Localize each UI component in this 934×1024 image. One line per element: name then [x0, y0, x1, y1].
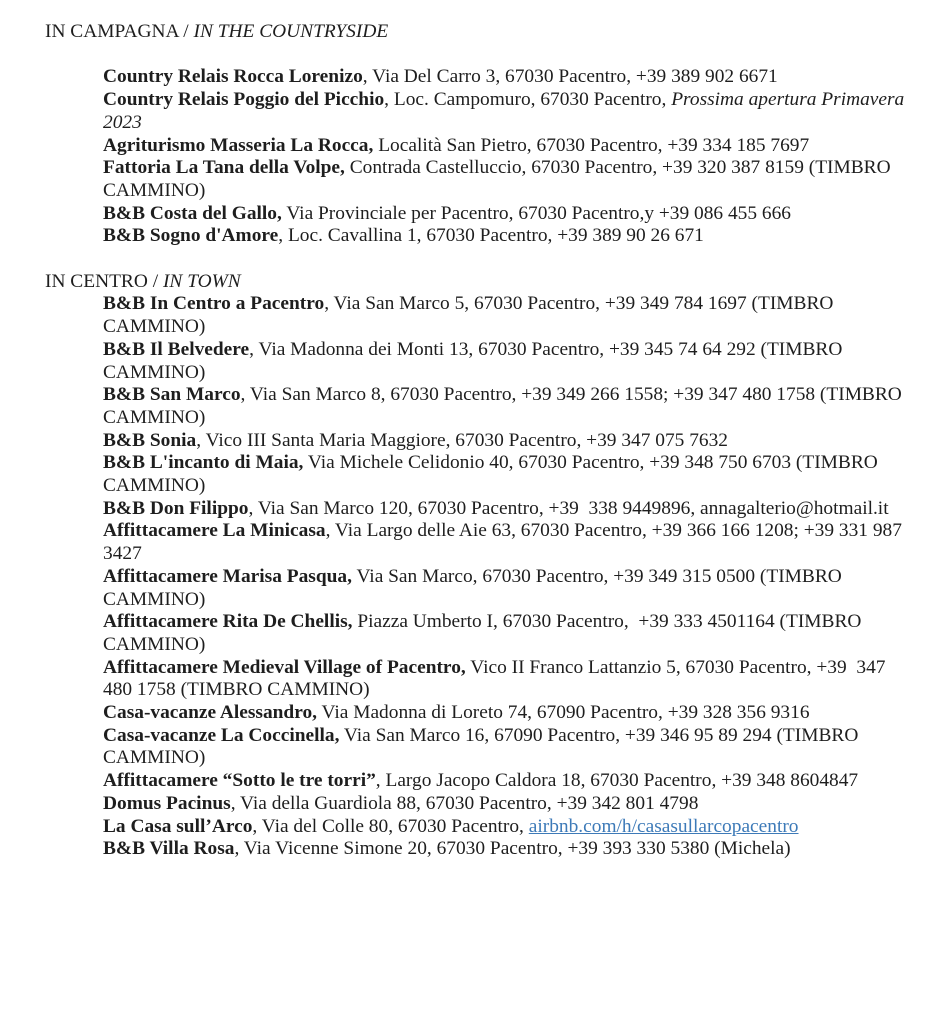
- accommodation-details: Via Michele Celidonio 40, 67030 Pacentro, +39 348 750 6703 (TIMBRO CAMMINO): [103, 452, 883, 497]
- accommodation-name: Affittacamere “Sotto le tre torri”: [103, 770, 376, 792]
- accommodation-entry: [103, 725, 905, 770]
- accommodation-details: , Via San Marco 5, 67030 Pacentro, +39 349 784 1697 (TIMBRO CAMMINO): [103, 293, 839, 338]
- accommodation-entry: [103, 498, 905, 521]
- accommodation-name: Country Relais Poggio del Picchio: [103, 89, 385, 111]
- accommodation-entry: [103, 225, 905, 248]
- accommodation-name: Affittacamere La Minicasa: [103, 520, 326, 542]
- accommodation-name: B&B Sogno d'Amore: [103, 225, 279, 247]
- accommodation-entry: [103, 702, 905, 725]
- accommodation-details: , Loc. Cavallina 1, 67030 Pacentro, +39 389 90 26 671: [278, 225, 704, 247]
- airbnb-link[interactable]: airbnb.com/h/casasullarcopacentro: [528, 815, 799, 837]
- accommodation-entry: [103, 770, 905, 793]
- section-countryside: [0, 21, 934, 248]
- accommodation-details: , Via Del Carro 3, 67030 Pacentro, +39 389 902 6671: [362, 66, 778, 88]
- accommodation-details: , Via San Marco 8, 67030 Pacentro, +39 349 266 1558; +39 347 480 1758 (TIMBRO CAMMINO): [103, 384, 907, 428]
- accommodation-entry: [103, 135, 905, 158]
- accommodation-entry: [103, 339, 905, 384]
- accommodation-entry: [103, 611, 905, 656]
- accommodation-details: Via San Marco, 67030 Pacentro, +39 349 315 0500 (TIMBRO CAMMINO): [103, 565, 847, 610]
- accommodation-details: , Via della Guardiola 88, 67030 Pacentro, +39 342 801 4798: [230, 792, 699, 814]
- accommodation-entry: [103, 430, 905, 453]
- accommodation-entry: [103, 520, 905, 565]
- accommodation-entry: [103, 566, 905, 611]
- accommodation-name: B&B Costa del Gallo,: [103, 202, 282, 224]
- accommodation-entry: [103, 203, 905, 226]
- accommodation-entry: [103, 816, 905, 839]
- accommodation-name: B&B San Marco: [103, 384, 241, 406]
- section-heading-text: IN CAMPAGNA /: [45, 21, 194, 42]
- accommodation-details: , Via Madonna dei Monti 13, 67030 Pacentro, +39 345 74 64 292 (TIMBRO CAMMINO): [103, 338, 848, 383]
- accommodation-name: Casa-vacanze Alessandro,: [103, 702, 318, 724]
- accommodation-entry: [103, 838, 905, 861]
- section-entries: [103, 293, 905, 861]
- section-heading-town: [45, 271, 934, 294]
- accommodation-details: Vico II Franco Lattanzio 5, 67030 Pacentro, +39 347 480 1758 (TIMBRO CAMMINO): [103, 656, 891, 701]
- accommodation-name: Affittacamere Medieval Village of Pacentro,: [103, 656, 466, 678]
- accommodation-details: , Via San Marco 120, 67030 Pacentro, +39 338 9449896, annagalterio@hotmail.it: [248, 497, 889, 519]
- accommodation-note: Prossima apertura Primavera 2023: [103, 89, 910, 133]
- accommodation-name: Country Relais Rocca Lorenizo: [103, 66, 363, 88]
- accommodation-name: B&B Sonia: [103, 429, 197, 451]
- accommodation-details: , Via Largo delle Aie 63, 67030 Pacentro, +39 366 166 1208; +39 331 987 3427: [103, 520, 907, 565]
- accommodation-name: B&B In Centro a Pacentro: [103, 293, 325, 315]
- section-heading-translation: IN TOWN: [162, 270, 241, 292]
- accommodation-details: , Largo Jacopo Caldora 18, 67030 Pacentro, +39 348 8604847: [375, 770, 859, 792]
- section-town: [0, 271, 934, 861]
- accommodation-entry: [103, 157, 905, 202]
- accommodation-details: Piazza Umberto I, 67030 Pacentro, +39 333 4501164 (TIMBRO CAMMINO): [103, 611, 867, 655]
- section-heading-text: IN CENTRO /: [45, 270, 163, 292]
- accommodation-details: Via Madonna di Loreto 74, 67090 Pacentro, +39 328 356 9316: [317, 702, 810, 724]
- accommodation-name: B&B L'incanto di Maia,: [103, 452, 304, 474]
- accommodation-details: , Vico III Santa Maria Maggiore, 67030 Pacentro, +39 347 075 7632: [196, 429, 728, 451]
- accommodation-entry: [103, 384, 905, 429]
- accommodation-name: Casa-vacanze La Coccinella,: [103, 724, 340, 746]
- accommodation-name: B&B Don Filippo: [103, 497, 249, 519]
- accommodation-name: B&B Villa Rosa: [103, 838, 235, 860]
- accommodation-entry: [103, 293, 905, 338]
- accommodation-details: Località San Pietro, 67030 Pacentro, +39 334 185 7697: [373, 134, 810, 156]
- accommodation-details: , Via Vicenne Simone 20, 67030 Pacentro, +39 393 330 5380 (Michela): [234, 838, 791, 860]
- accommodation-details: , Via del Colle 80, 67030 Pacentro,: [252, 815, 529, 837]
- accommodation-entry: [103, 657, 905, 702]
- accommodation-details: Via Provinciale per Pacentro, 67030 Pacentro,y +39 086 455 666: [281, 202, 791, 224]
- accommodation-name: Domus Pacinus: [103, 792, 231, 814]
- accommodation-details: , Loc. Campomuro, 67030 Pacentro,: [384, 89, 672, 111]
- accommodation-name: B&B Il Belvedere: [103, 338, 250, 360]
- accommodation-entry: [103, 89, 910, 134]
- accommodation-entry: [103, 66, 905, 89]
- accommodation-name: La Casa sull’Arco: [103, 815, 253, 837]
- accommodation-entry: [103, 793, 905, 816]
- accommodation-details: Contrada Castelluccio, 67030 Pacentro, +39 320 387 8159 (TIMBRO CAMMINO): [103, 157, 896, 201]
- accommodation-name: Fattoria La Tana della Volpe,: [103, 157, 345, 179]
- accommodation-name: Affittacamere Marisa Pasqua,: [103, 565, 352, 587]
- section-heading-translation: IN THE COUNTRYSIDE: [193, 21, 389, 42]
- accommodation-entry: [103, 452, 905, 497]
- section-heading-countryside: [45, 21, 934, 44]
- accommodation-name: Affittacamere Rita De Chellis,: [103, 611, 353, 633]
- accommodation-name: Agriturismo Masseria La Rocca,: [103, 134, 374, 156]
- section-entries: [103, 66, 910, 248]
- accommodation-details: Via San Marco 16, 67090 Pacentro, +39 346 95 89 294 (TIMBRO CAMMINO): [103, 724, 864, 769]
